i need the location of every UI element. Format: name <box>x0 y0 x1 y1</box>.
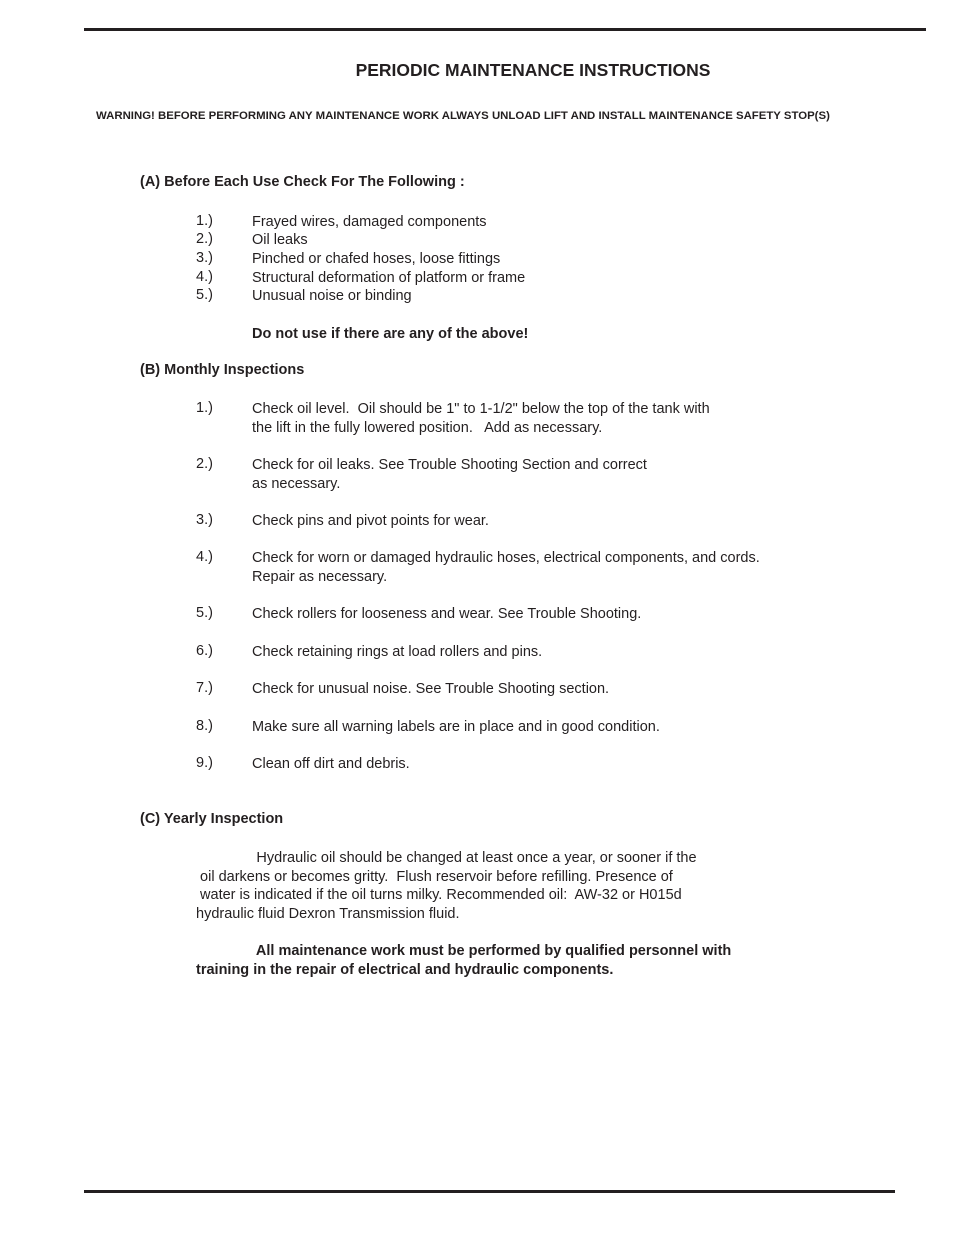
list-item-number: 7.) <box>196 680 213 696</box>
section-a-note: Do not use if there are any of the above! <box>252 326 529 342</box>
section-c-heading: (C) Yearly Inspection <box>140 811 284 827</box>
top-rule <box>84 28 926 31</box>
list-item-number: 2.) <box>196 231 213 247</box>
list-item-number: 4.) <box>196 549 213 565</box>
list-item-number: 6.) <box>196 643 213 659</box>
list-item-text: Pinched or chafed hoses, loose fittings <box>252 251 501 267</box>
list-item-number: 1.) <box>196 213 213 229</box>
list-item-text: Structural deformation of platform or frame <box>252 270 526 286</box>
list-item-text: Clean off dirt and debris. <box>252 756 410 772</box>
section-a-heading: (A) Before Each Use Check For The Following : <box>140 174 465 190</box>
list-item-text: Unusual noise or binding <box>252 288 412 304</box>
list-item-number: 5.) <box>196 605 213 621</box>
warning-text: WARNING! BEFORE PERFORMING ANY MAINTENANCE WORK ALWAYS UNLOAD LIFT AND INSTALL MAINTENANCE SAFETY STOP(S) <box>96 110 830 122</box>
list-item-text: Check for unusual noise. See Trouble Shooting section. <box>252 681 610 697</box>
list-item-text: Check retaining rings at load rollers and pins. <box>252 644 543 660</box>
list-item-text: Make sure all warning labels are in place and in good condition. <box>252 719 660 735</box>
list-item-text: Check rollers for looseness and wear. See Trouble Shooting. <box>252 606 642 622</box>
list-item-text: Check pins and pivot points for wear. <box>252 513 489 529</box>
list-item-number: 8.) <box>196 718 213 734</box>
bottom-rule <box>84 1190 895 1193</box>
list-item-number: 3.) <box>196 250 213 266</box>
list-item-text: Frayed wires, damaged components <box>252 214 487 230</box>
page-title: PERIODIC MAINTENANCE INSTRUCTIONS <box>355 60 711 80</box>
list-item-text: Check for oil leaks. See Trouble Shooting Section and correct as necessary. <box>252 457 647 492</box>
list-item-number: 1.) <box>196 400 213 416</box>
list-item-number: 9.) <box>196 755 213 771</box>
list-item-number: 3.) <box>196 512 213 528</box>
list-item-number: 2.) <box>196 456 213 472</box>
list-item-text: Oil leaks <box>252 232 308 248</box>
section-b-heading: (B) Monthly Inspections <box>140 362 305 378</box>
list-item-number: 5.) <box>196 287 213 303</box>
list-item-text: Check for worn or damaged hydraulic hoses, electrical components, and cords. Repair as necessary. <box>252 550 760 585</box>
list-item-text: Check oil level. Oil should be 1" to 1-1/2" below the top of the tank with the lift in the fully lowered position. Add as necessary. <box>252 401 710 436</box>
list-item-number: 4.) <box>196 269 213 285</box>
section-c-paragraph: Hydraulic oil should be changed at least once a year, or sooner if the oil darkens or becomes gritty. Flush reservoir before refilling. Presence of water is indicated if the oil turns milky. Recommended oil: AW-32 or H015d hydraulic fluid Dexron Transmission fluid. <box>196 850 697 922</box>
section-c-closing-note: All maintenance work must be performed by qualified personnel with training in the repair of electrical and hydraulic components. <box>196 943 732 978</box>
